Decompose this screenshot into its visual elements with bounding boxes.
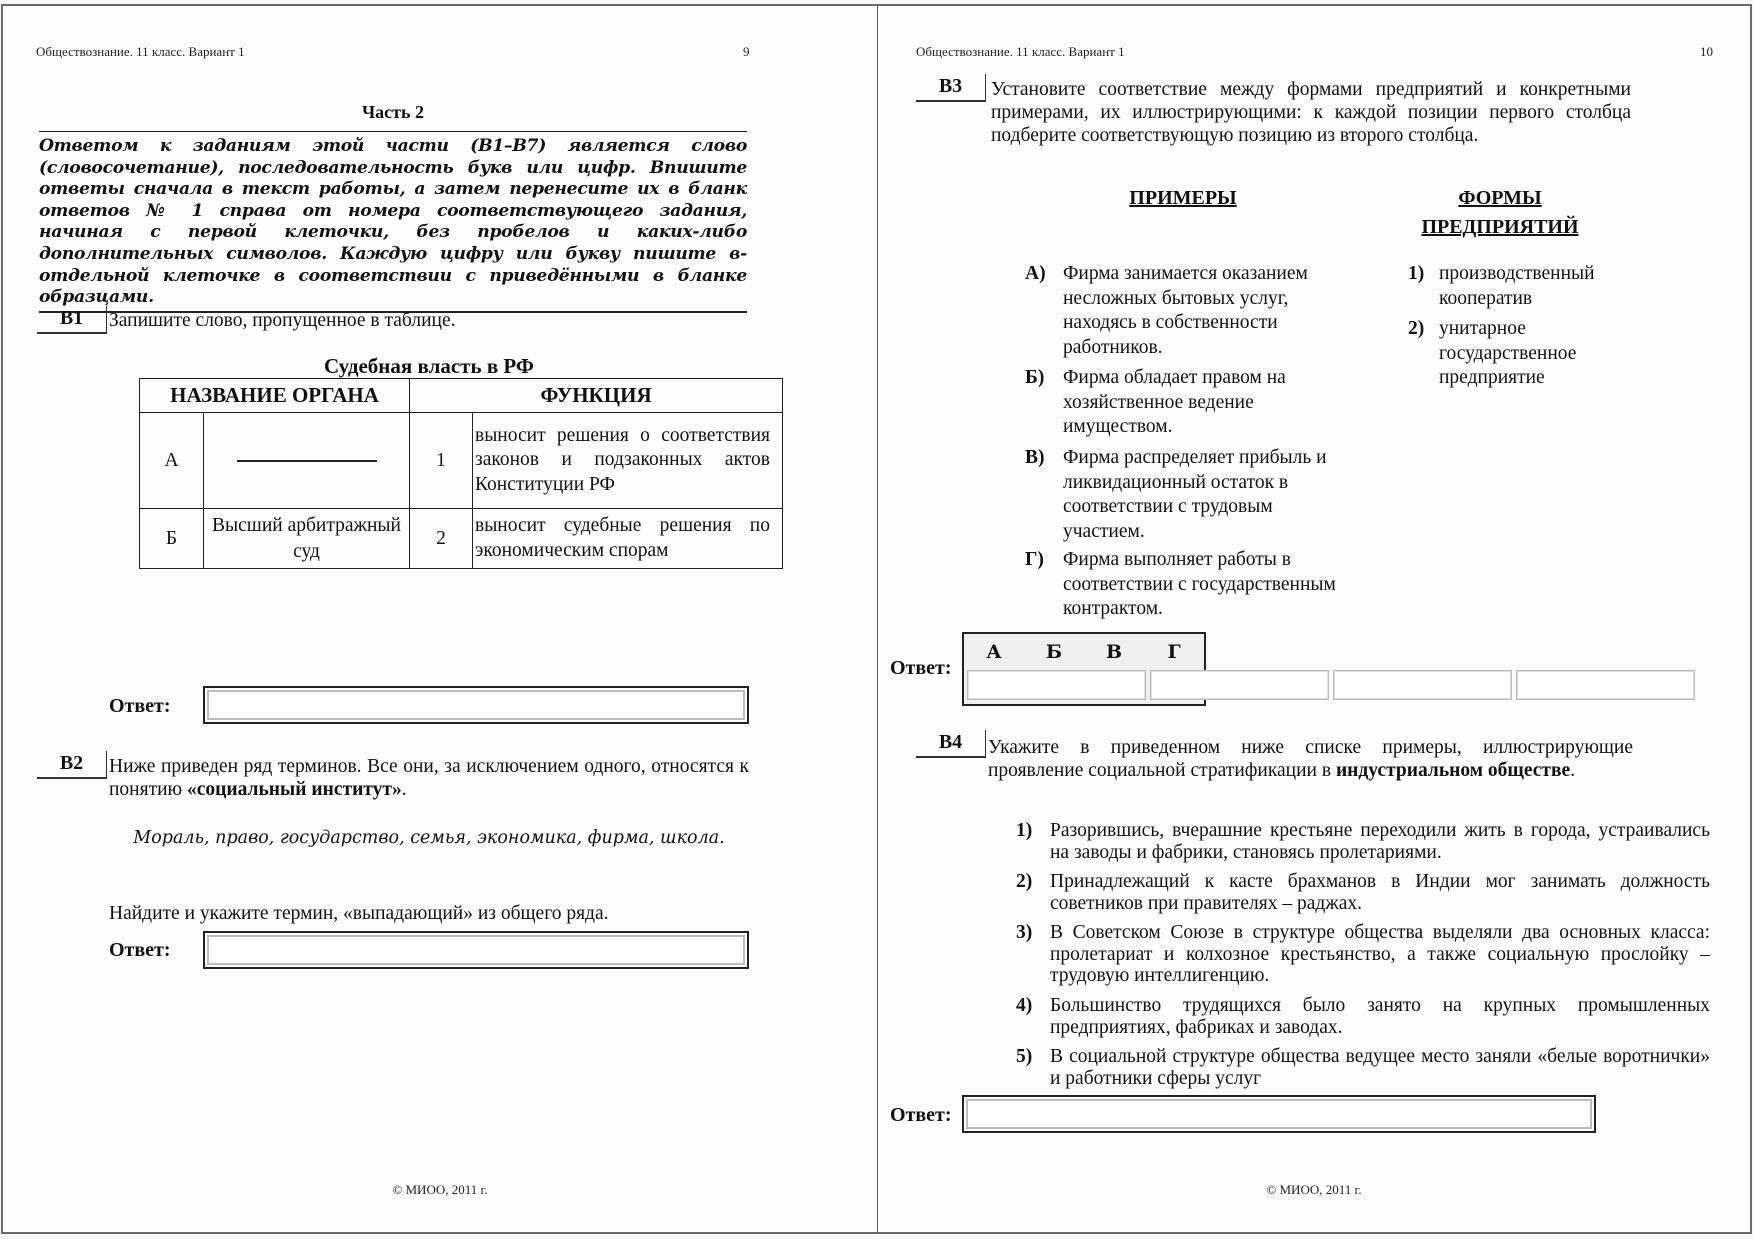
answer-cell-a[interactable] bbox=[967, 670, 1146, 700]
task-label-b2: В2 bbox=[37, 751, 107, 779]
row-number: 1 bbox=[410, 413, 473, 509]
item-marker: 1) bbox=[1016, 820, 1033, 841]
item-line: соответствии с государственным bbox=[1063, 573, 1336, 595]
item-line: унитарное bbox=[1439, 318, 1526, 339]
item-line: производственный bbox=[1439, 263, 1595, 284]
item-line: государственное bbox=[1439, 342, 1577, 364]
column-header-line: ФОРМЫ bbox=[1458, 187, 1542, 209]
item-line: Фирма занимается оказанием bbox=[1063, 263, 1308, 284]
answer-label-b2: Ответ: bbox=[109, 939, 171, 961]
text-fragment: . bbox=[401, 779, 407, 800]
answer-cell-v[interactable] bbox=[1333, 670, 1512, 700]
missing-organ-blank bbox=[204, 413, 410, 509]
list-item-2 bbox=[1016, 871, 1716, 917]
emphasized-term: индустриальном обществе bbox=[1335, 760, 1571, 781]
answer-grid-b3 bbox=[962, 632, 1206, 706]
answer-label-b3: Ответ: bbox=[890, 657, 952, 679]
row-number: 2 bbox=[410, 509, 473, 569]
item-line: хозяйственное ведение bbox=[1063, 391, 1254, 413]
answer-field-b4[interactable] bbox=[962, 1095, 1596, 1133]
page-footer: © МИОО, 2011 г. bbox=[392, 1182, 488, 1197]
answer-input-b1[interactable] bbox=[205, 688, 747, 722]
page-9 bbox=[1, 4, 878, 1234]
row-function: выносит судебные решения по экономическим спорам bbox=[473, 509, 783, 569]
page-number: 10 bbox=[1700, 44, 1713, 59]
grid-column-label: Г bbox=[1167, 641, 1181, 663]
table-caption: Судебная власть в РФ bbox=[324, 354, 534, 378]
example-item-g bbox=[1025, 548, 1365, 624]
item-line: участием. bbox=[1063, 520, 1145, 542]
column-header-forms bbox=[1405, 184, 1595, 242]
item-line: Фирма выполняет работы в bbox=[1063, 549, 1291, 570]
grid-column-label: А bbox=[986, 641, 1002, 663]
answer-cell-g[interactable] bbox=[1516, 670, 1695, 700]
item-marker: Г) bbox=[1025, 549, 1044, 570]
form-item-2 bbox=[1408, 317, 1628, 393]
item-marker: 1) bbox=[1408, 263, 1425, 284]
item-marker: 3) bbox=[1016, 922, 1033, 943]
item-line: имуществом. bbox=[1063, 416, 1173, 437]
example-item-b bbox=[1025, 366, 1365, 442]
answer-label-b1: Ответ: bbox=[109, 695, 171, 717]
item-text: В социальной структуре общества ведущее место заняли «белые воротнички» и работники сферы услуг bbox=[1050, 1046, 1710, 1089]
list-item-3 bbox=[1016, 922, 1716, 988]
court-table bbox=[139, 378, 783, 569]
page-number: 9 bbox=[743, 44, 750, 59]
grid-column-label: В bbox=[1105, 641, 1123, 663]
item-line: работников. bbox=[1063, 336, 1163, 358]
column-header-organ: НАЗВАНИЕ ОРГАНА bbox=[140, 379, 410, 413]
blank-line bbox=[237, 460, 377, 462]
page-10 bbox=[877, 4, 1752, 1234]
row-function: выносит решения о соответствия законов и подзаконных актов Конституции РФ bbox=[473, 413, 783, 509]
terms-list: Мораль, право, государство, семья, экономика, фирма, школа. bbox=[133, 828, 725, 848]
column-header-examples: ПРИМЕРЫ bbox=[1129, 187, 1237, 209]
task-b2-text bbox=[109, 755, 749, 801]
running-header: Обществознание. 11 класс. Вариант 1 bbox=[36, 44, 245, 59]
emphasized-term: «социальный институт» bbox=[187, 779, 402, 800]
row-organ-name: Высший арбитражный суд bbox=[204, 509, 410, 569]
task-label-b4: В4 bbox=[916, 730, 986, 758]
item-marker: 2) bbox=[1016, 871, 1033, 892]
form-item-1 bbox=[1408, 262, 1628, 314]
item-marker: 4) bbox=[1016, 995, 1033, 1016]
running-header: Обществознание. 11 класс. Вариант 1 bbox=[916, 44, 1125, 59]
row-letter: А bbox=[140, 413, 204, 509]
task-b2-question: Найдите и укажите термин, «выпадающий» из общего ряда. bbox=[109, 903, 609, 924]
item-marker: 5) bbox=[1016, 1046, 1033, 1067]
grid-column-label: Б bbox=[1045, 641, 1063, 663]
row-letter: Б bbox=[140, 509, 204, 569]
item-line: кооператив bbox=[1439, 287, 1533, 309]
text-fragment: Ниже приведен ряд терминов. Все они, за исключением одного, относятся к понятию bbox=[109, 756, 749, 800]
item-text: В Советском Союзе в структуре общества выделяли два основных класса: пролетариат и колхозное крестьянство, а также социальную прослойку – трудовую интеллигенцию. bbox=[1050, 922, 1710, 986]
item-marker: 2) bbox=[1408, 318, 1425, 339]
list-item-1 bbox=[1016, 820, 1716, 866]
page-footer: © МИОО, 2011 г. bbox=[1266, 1182, 1362, 1197]
answer-label-b4: Ответ: bbox=[890, 1104, 952, 1126]
answer-field-b1[interactable] bbox=[203, 686, 749, 724]
example-item-a bbox=[1025, 262, 1365, 362]
item-line: ликвидационный остаток в bbox=[1063, 471, 1289, 493]
answer-input-b2[interactable] bbox=[205, 933, 747, 967]
answer-cell-b[interactable] bbox=[1150, 670, 1329, 700]
item-line: соответствии с трудовым bbox=[1063, 496, 1273, 517]
task-b3-text: Установите соответствие между формами предприятий и конкретными примерами, их иллюстрирующими: к каждой позиции первого столбца подберите соответствующую позицию из второго столбца. bbox=[991, 79, 1631, 146]
table-row bbox=[140, 509, 783, 569]
task-b1-text: Запишите слово, пропущенное в таблице. bbox=[109, 310, 456, 331]
item-line: Фирма обладает правом на bbox=[1063, 367, 1286, 388]
part-instruction: Ответом к заданиям этой части (В1–В7) является слово (словосочетание), последовательность букв или цифр. Впишите ответы сначала в текст работы, а затем перенесите их в бланк ответов № 1 справа от номера соответствующего задания, начиная с первой клеточки, без пробелов и каких-либо дополнительных символов. Каждую цифру или букву пишите в-отдельной клеточке в соответствии с приведёнными в бланке образцами. bbox=[39, 131, 747, 313]
table-row bbox=[140, 413, 783, 509]
task-b4-text bbox=[988, 736, 1633, 782]
text-fragment: . bbox=[1570, 760, 1576, 781]
item-line: предприятие bbox=[1439, 367, 1545, 388]
item-marker: Б) bbox=[1025, 367, 1045, 388]
text-fragment: Укажите в приведенном ниже списке примеры, иллюстрирующие проявление социальной стратификации в bbox=[988, 737, 1633, 781]
part-title: Часть 2 bbox=[361, 102, 425, 122]
item-text: Принадлежащий к касте брахманов в Индии мог занимать должность советников при правителях – раджах. bbox=[1050, 871, 1710, 914]
list-item-5 bbox=[1016, 1046, 1716, 1092]
column-header-line: ПРЕДПРИЯТИЙ bbox=[1421, 216, 1579, 238]
item-text: Большинство трудящихся было занято на крупных промышленных предприятиях, фабриках и заводах. bbox=[1050, 995, 1710, 1038]
item-line: контрактом. bbox=[1063, 598, 1163, 619]
answer-field-b2[interactable] bbox=[203, 931, 749, 969]
task-label-b1: В1 bbox=[37, 306, 107, 334]
item-marker: В) bbox=[1025, 447, 1045, 468]
task-label-b3: В3 bbox=[916, 74, 986, 102]
answer-grid-header bbox=[964, 634, 1204, 670]
list-item-4 bbox=[1016, 995, 1716, 1041]
answer-input-b4[interactable] bbox=[964, 1097, 1594, 1131]
item-line: Фирма распределяет прибыль и bbox=[1063, 447, 1327, 468]
column-header-function: ФУНКЦИЯ bbox=[410, 379, 783, 413]
item-line: несложных бытовых услуг, bbox=[1063, 287, 1289, 309]
example-item-v bbox=[1025, 446, 1365, 546]
item-marker: А) bbox=[1025, 263, 1046, 284]
answer-grid-cells bbox=[964, 670, 1204, 700]
item-text: Разорившись, вчерашние крестьяне переходили жить в города, устраивались на заводы и фабрики, становясь пролетариями. bbox=[1050, 820, 1710, 863]
item-line: находясь в собственности bbox=[1063, 312, 1278, 333]
